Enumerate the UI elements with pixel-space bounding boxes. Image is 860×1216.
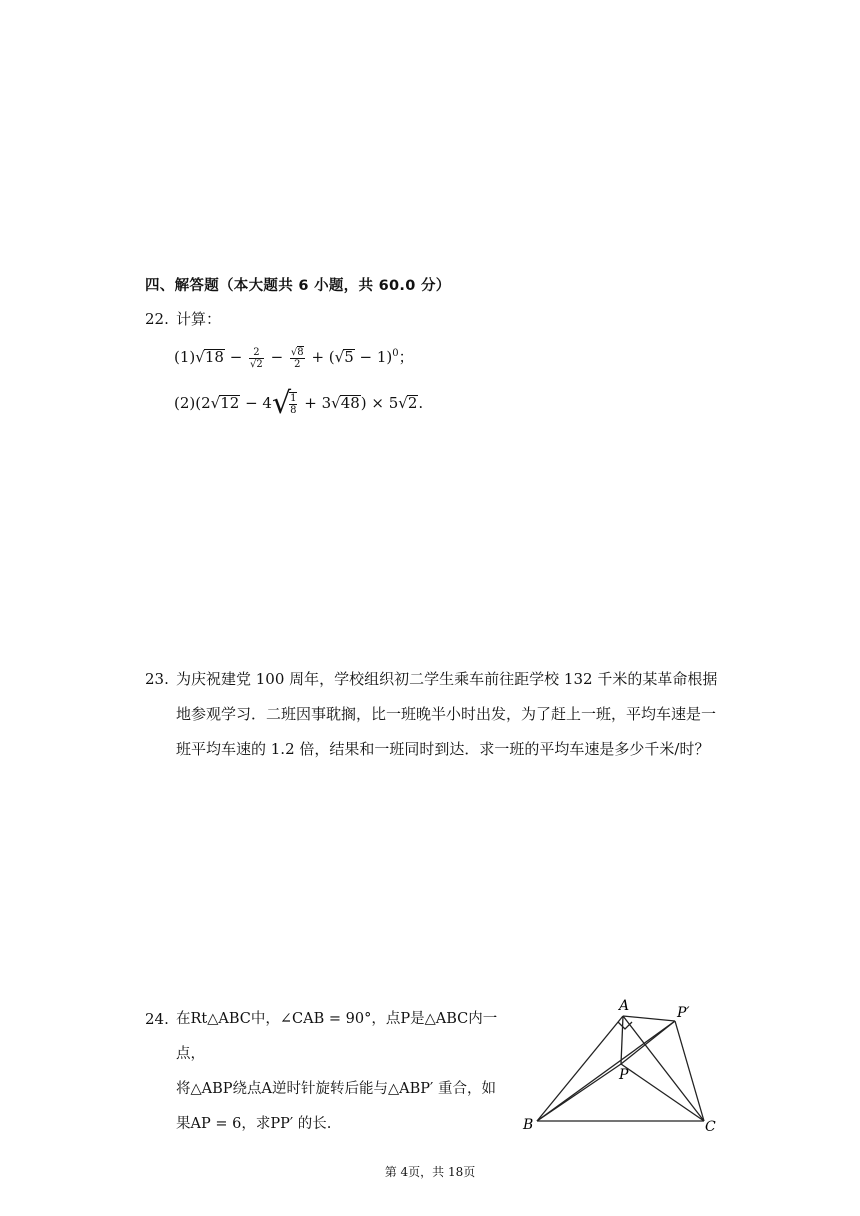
segment-PprimeC — [675, 1021, 704, 1121]
segment-AC — [623, 1016, 704, 1121]
question-24-line-2: 将△ABP绕点A逆时针旋转后能与△ABP′ 重合，如 — [176, 1081, 496, 1097]
part-2-label: (2) — [174, 394, 196, 412]
label-A: A — [619, 998, 630, 1014]
label-Pprime: P′ — [677, 1005, 690, 1021]
fraction-sqrt8-over-2: $\frac{√8}{2}$ — [290, 346, 304, 370]
segment-APprime — [623, 1016, 675, 1021]
part-1-label: (1) — [174, 348, 196, 366]
question-24-body — [176, 1002, 506, 1142]
segment-BP — [537, 1064, 621, 1121]
segment-AP — [621, 1016, 623, 1064]
part-2-tail: . — [418, 394, 424, 412]
label-B: B — [523, 1117, 534, 1133]
question-22-number: 22. — [145, 310, 169, 328]
label-P: P — [619, 1067, 629, 1083]
question-24-line-1: 在Rt△ABC中，∠CAB = 90°，点P是△ABC内一点， — [176, 1011, 498, 1062]
question-24-number: 24. — [145, 1010, 169, 1028]
segment-PC — [621, 1064, 704, 1121]
section-title: 四、解答题（本大题共 6 小题，共 60.0 分） — [145, 278, 451, 294]
part-1-tail: ； — [398, 348, 414, 366]
question-23-line-2: 地参观学习．二班因事耽搁，比一班晚半小时出发，为了赶上一班，平均车速是一 — [176, 705, 717, 723]
question-23-line-1: 为庆祝建党 100 周年，学校组织初二学生乘车前往距学校 132 千米的某革命根据 — [176, 670, 718, 688]
question-23-line-3: 班平均车速的 1.2 倍，结果和一班同时到达．求一班的平均车速是多少千米/时？ — [176, 740, 710, 758]
segment-PPprime — [621, 1021, 675, 1064]
label-C: C — [705, 1119, 716, 1135]
question-22-part-2: (2)(2√12 − 4√ $\frac{1}{8}$ + 3√48) × 5√2. — [174, 386, 424, 421]
question-23-body — [176, 662, 736, 767]
question-22-prompt: 计算： — [176, 310, 222, 328]
question-22-part-1: (1)√18 − $\frac{2}{√2}$ − $\frac{√8}{2}$ + $(√5 - 1)^0$； — [174, 346, 414, 370]
triangle-figure — [515, 995, 730, 1140]
page-footer: 第 4页，共 18页 — [384, 1165, 476, 1179]
fraction-2-over-sqrt2: $\frac{2}{√2}$ — [250, 346, 263, 370]
question-24-line-3: 果AP = 6，求PP′ 的长. — [176, 1116, 332, 1132]
question-23-number: 23. — [145, 670, 169, 688]
